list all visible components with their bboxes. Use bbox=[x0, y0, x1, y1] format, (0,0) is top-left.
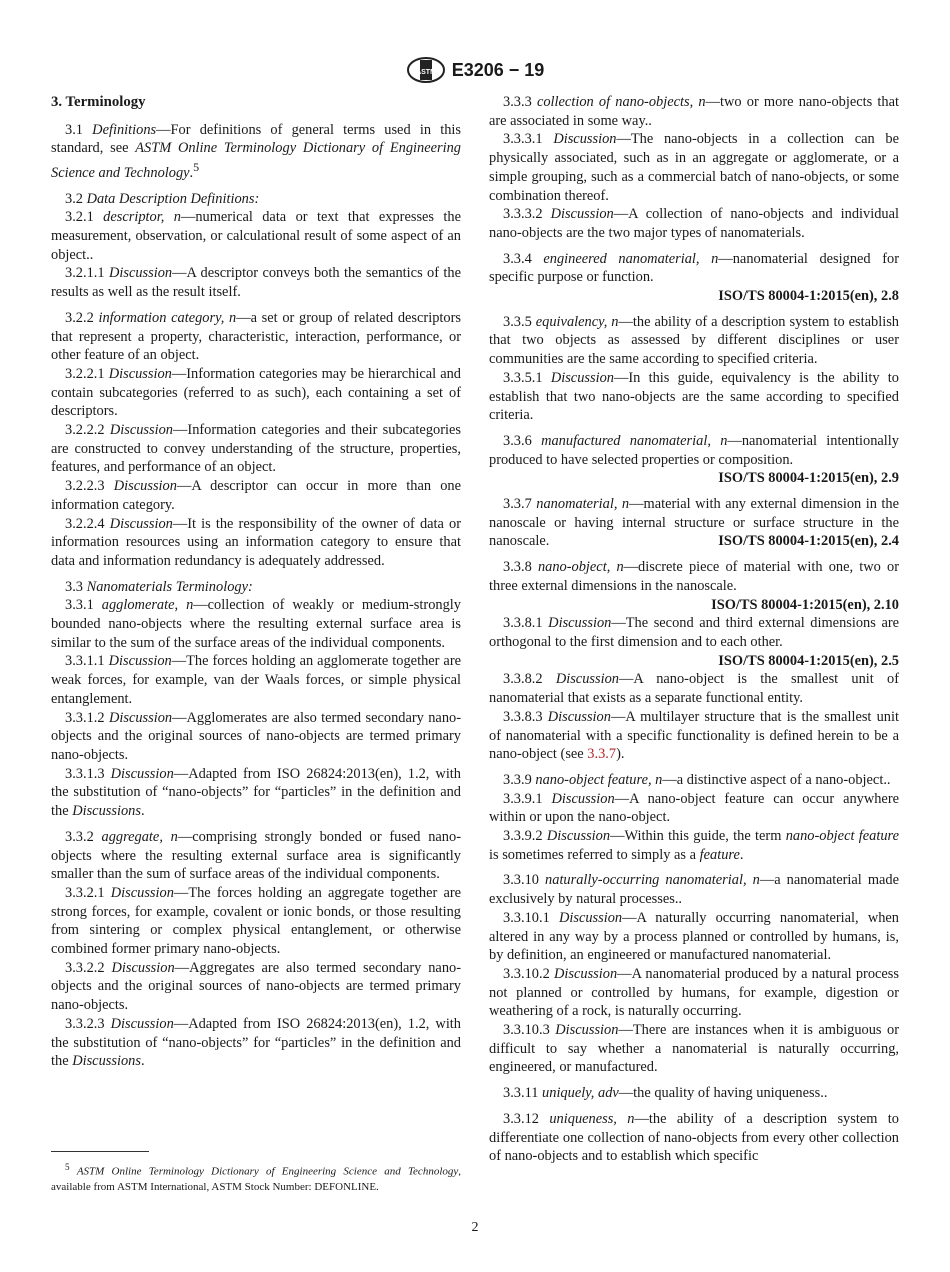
cross-reference-link[interactable]: 3.3.7 bbox=[587, 746, 617, 763]
paragraph-3-3-8-3: 3.3.8.3 Discussion—A multilayer structure that is the smallest unit of nanomaterial with a specific functionality is defined herein to be a nano-object (see 3.3.7). bbox=[489, 708, 899, 763]
paragraph-3-2-1-1: 3.2.1.1 Discussion—A descriptor conveys both the semantics of the results as well as the result itself. bbox=[51, 265, 462, 301]
paragraph-3-2-2-4: 3.2.2.4 Discussion—It is the responsibility of the owner of data or information resources using an information category to ensure that data and information redundancy is adequately addressed. bbox=[51, 515, 462, 569]
iso-reference: ISO/TS 80004-1:2015(en), 2.8 bbox=[718, 288, 899, 305]
paragraph-3-3-5-1: 3.3.5.1 Discussion—In this guide, equivalency is the ability to establish that two nano-objects are the same according to specified criteria. bbox=[489, 369, 900, 424]
paragraph-3-3-1: 3.3.1 agglomerate, n—collection of weakly or medium-strongly bounded nano-objects where the resulting external surface area is similar to the sum of the surface areas of the individual components. bbox=[51, 597, 461, 651]
paragraph-3-2-2-2: 3.2.2.2 Discussion—Information categories and their subcategories are constructed to convey understanding of the structure, properties, features, and performance of an object. bbox=[51, 422, 461, 476]
paragraph-3-3-6: 3.3.6 manufactured nanomaterial, n—nanomaterial intentionally produced to have selected properties or composition. bbox=[489, 432, 900, 468]
page-number: 2 bbox=[471, 1220, 479, 1235]
paragraph-3-3-9-2: 3.3.9.2 Discussion—Within this guide, the term nano-object feature is sometimes referred to simply as a feature. bbox=[489, 828, 899, 863]
paragraph-3-3-10: 3.3.10 naturally-occurring nanomaterial, n—a nanomaterial made exclusively by natural processes.. bbox=[489, 872, 899, 908]
paragraph-3-3-8: 3.3.8 nano-object, n—discrete piece of material with one, two or three external dimensions in the nanoscale. bbox=[489, 559, 899, 594]
paragraph-3-3-3-2: 3.3.3.2 Discussion—A collection of nano-objects and individual nano-objects are the two major types of nanomaterials. bbox=[489, 206, 900, 241]
paragraph-3-3-11: 3.3.11 uniquely, adv—the quality of having uniqueness.. bbox=[503, 1085, 828, 1102]
page-header bbox=[0, 56, 950, 84]
footnote-divider bbox=[51, 1151, 149, 1152]
paragraph-3-3-10-3: 3.3.10.3 Discussion—There are instances when it is ambiguous or difficult to say whether a nanomaterial is naturally occurring, engineered, or manufactured. bbox=[489, 1022, 899, 1076]
paragraph-3-3-2: 3.3.2 aggregate, n—comprising strongly bonded or fused nano-objects where the resulting external surface area is significantly smaller than the sum of surface areas of the individual components. bbox=[51, 828, 461, 883]
paragraph-3-2: 3.2 Data Description Definitions: bbox=[65, 190, 260, 207]
paragraph-3-3-1-2: 3.3.1.2 Discussion—Agglomerates are also termed secondary nano-objects and the original sources of nano-objects are termed primary nano-objects. bbox=[51, 709, 462, 763]
left-column bbox=[51, 93, 461, 1071]
astm-logo-icon bbox=[406, 57, 446, 83]
paragraph-3-3-9-1: 3.3.9.1 Discussion—A nano-object feature can occur anywhere within or upon the nano-object. bbox=[489, 790, 900, 826]
svg-text:ASTM: ASTM bbox=[415, 69, 436, 76]
paragraph-3-3-4: 3.3.4 engineered nanomaterial, n—nanomaterial designed for specific purpose or function. bbox=[489, 250, 899, 286]
paragraph-3-3-12: 3.3.12 uniqueness, n—the ability of a description system to differentiate one collection of nano-objects from every other collection of nano-objects and to establish which specific bbox=[489, 1110, 899, 1165]
paragraph-3-3-2-2: 3.3.2.2 Discussion—Aggregates are also termed secondary nano-objects and the original sources of nano-objects are termed primary nano-objects. bbox=[51, 959, 461, 1014]
paragraph-3-3-8-2: 3.3.8.2 Discussion—A nano-object is the smallest unit of nanomaterial that exists as a separate functional entity. bbox=[489, 671, 900, 707]
paragraph-3-3-9: 3.3.9 nano-object feature, n—a distinctive aspect of a nano-object.. bbox=[503, 771, 891, 788]
paragraph-3-3: 3.3 Nanomaterials Terminology: bbox=[65, 578, 253, 595]
paragraph-3-3-10-1: 3.3.10.1 Discussion—A naturally occurring nanomaterial, when altered in any way by a process planned or controlled by humans, is, by definition, an engineered or manufactured nanomaterial. bbox=[489, 909, 899, 964]
paragraph-3-3-1-3: 3.3.1.3 Discussion—Adapted from ISO 26824:2013(en), 1.2, with the substitution of “nano-objects” for “particles” in the definition and the Discussions. bbox=[51, 765, 462, 820]
paragraph-3-3-5: 3.3.5 equivalency, n—the ability of a description system to establish that two objects as assessed by different disciplines or user communities are the same according to specified criteria. bbox=[489, 313, 899, 368]
iso-reference: ISO/TS 80004-1:2015(en), 2.10 bbox=[711, 596, 899, 613]
paragraph-3-3-1-1: 3.3.1.1 Discussion—The forces holding an agglomerate together are weak forces, for example, van der Waals forces, or simple physical entanglement. bbox=[51, 653, 461, 707]
paragraph-3-3-7: 3.3.7 nanomaterial, n—material with any external dimension in the nanoscale or having internal structure or surface structure in the nanoscale. ISO/TS 80004-1:2015(en), 2.4 bbox=[489, 496, 899, 550]
section-heading: 3. Terminology bbox=[51, 94, 146, 110]
paragraph-3-3-8-1: 3.3.8.1 Discussion—The second and third external dimensions are orthogonal to the first dimension and to each other. bbox=[489, 615, 900, 650]
right-column bbox=[489, 93, 899, 1166]
document-code: E3206 − 19 bbox=[451, 59, 545, 80]
paragraph-3-3-2-1: 3.3.2.1 Discussion—The forces holding an aggregate together are strong forces, for example, covalent or ionic bonds, or those resulting from sintering or complex physical entanglement, or otherwise combined former primary nano-objects. bbox=[51, 884, 462, 958]
paragraph-3-2-1: 3.2.1 descriptor, n—numerical data or text that expresses the measurement, observation, or calculational result of some aspect of an object.. bbox=[51, 209, 461, 263]
paragraph-3-2-2-1: 3.2.2.1 Discussion—Information categories may be hierarchical and contain subcategories (referred to as such), each containing a set of descriptors. bbox=[51, 365, 461, 420]
paragraph-3-1: 3.1 Definitions—For definitions of general terms used in this standard, see ASTM Online Terminology Dictionary of Engineering Science and Technology.$^5$ bbox=[51, 121, 461, 181]
iso-reference: ISO/TS 80004-1:2015(en), 2.9 bbox=[718, 470, 899, 487]
paragraph-3-3-3-1: 3.3.3.1 Discussion—The nano-objects in a collection can be physically associated, such as in an aggregate or agglomerate, or a simple grouping, such as a commercial batch of nano-objects, or some combination thereof. bbox=[489, 131, 899, 204]
paragraph-3-3-10-2: 3.3.10.2 Discussion—A nanomaterial produced by a natural process not planned or controlled by humans, for example, digestion or weathering of a rock, is naturally occurring. bbox=[489, 965, 900, 1020]
paragraph-3-3-2-3: 3.3.2.3 Discussion—Adapted from ISO 26824:2013(en), 1.2, with the substitution of “nano-objects” for “particles” in the definition and the Discussions. bbox=[51, 1015, 462, 1070]
iso-reference: ISO/TS 80004-1:2015(en), 2.5 bbox=[718, 652, 899, 669]
iso-reference: ISO/TS 80004-1:2015(en), 2.4 bbox=[718, 533, 899, 550]
paragraph-3-3-3: 3.3.3 collection of nano-objects, n—two or more nano-objects that are associated in some way.. bbox=[489, 94, 899, 129]
paragraph-3-2-2: 3.2.2 information category, n—a set or group of related descriptors that represent a property, characteristic, interaction, performance, or other feature of an object. bbox=[51, 309, 461, 364]
footnote: $^5$ ASTM Online Terminology Dictionary of Engineering Science and Technology, available from ASTM International, ASTM Stock Number: DEFONLINE. bbox=[51, 1162, 462, 1193]
paragraph-3-2-2-3: 3.2.2.3 Discussion—A descriptor can occur in more than one information category. bbox=[51, 478, 461, 513]
